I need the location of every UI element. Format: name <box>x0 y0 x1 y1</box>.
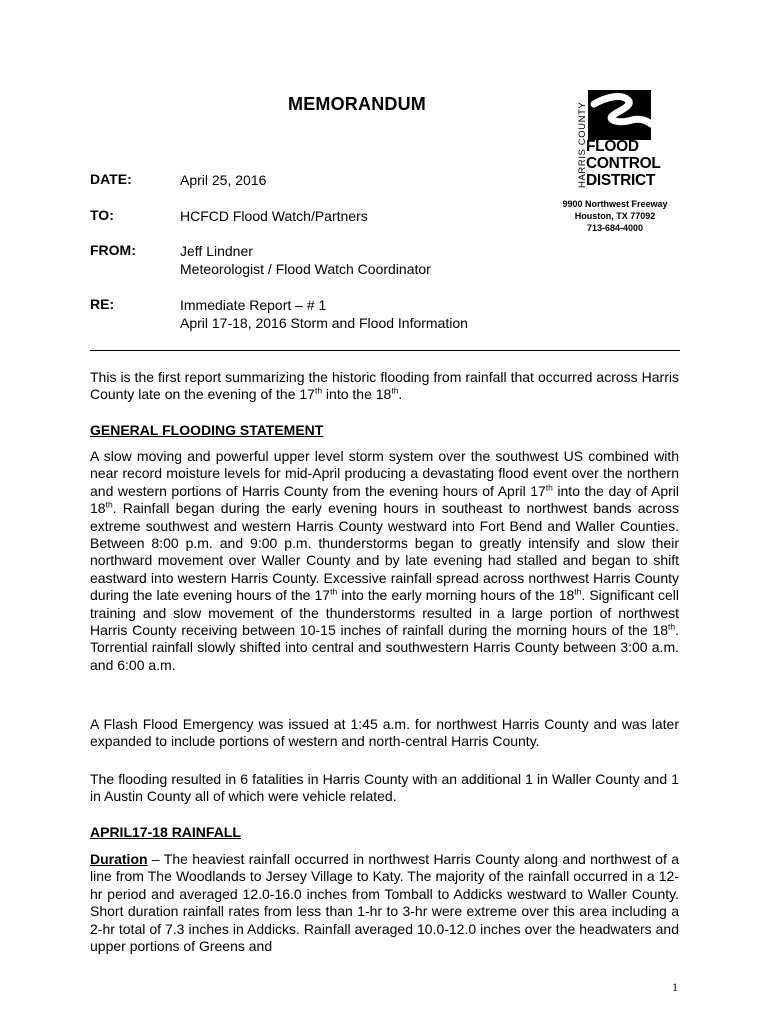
logo-address-street: 9900 Northwest Freeway <box>562 199 668 209</box>
to-value: HCFCD Flood Watch/Partners <box>180 208 368 224</box>
duration-label: Duration <box>90 851 148 867</box>
general-flooding-heading: GENERAL FLOODING STATEMENT <box>90 422 324 438</box>
from-title: Meteorologist / Flood Watch Coordinator <box>180 261 431 277</box>
svg-text:HARRIS COUNTY: HARRIS COUNTY <box>577 101 588 188</box>
logo-word-control: CONTROL <box>586 155 661 172</box>
river-icon <box>588 90 651 140</box>
duration-paragraph: Duration – The heaviest rainfall occurred in northwest Harris County along and northwest of a line from The Woodlands to Jersey Village to Katy. The majority of the rainfall occurred in a 12-hr period and averaged 12.0-16.0 inches from Tomball to Addicks westward to Waller County. Short duration rainfall rates from less than 1-hr to 3-hr were extreme over this area including a 2-hr total of 7.3 inches in Addicks. Rainfall averaged 10.0-12.0 inches over the headwaters and upper portions of Greens and <box>90 851 679 955</box>
from-name: Jeff Lindner <box>180 243 253 259</box>
logo-address-city: Houston, TX 77092 <box>574 211 656 221</box>
re-line2: April 17-18, 2016 Storm and Flood Information <box>180 315 468 331</box>
general-paragraph-1: A slow moving and powerful upper level storm system over the southwest US combined with near record moisture levels for mid-April producing a devastating flood event over the northern and western portions of Harris County from the evening hours of April 17th into the day of April 18th. Rainfall began during the early evening hours in southeast to northwest bands across extreme southwest and western Harris County westward into Fort Bend and Waller Counties. Between 8:00 p.m. and 9:00 p.m. thunderstorms began to greatly intensify and slow their northward movement over Waller County and by late evening had stalled and began to shift eastward into western Harris County. Excessive rainfall spread across northwest Harris County during the late evening hours of the 17th into the early morning hours of the 18th. Significant cell training and slow movement of the thunderstorms resulted in a large portion of northwest Harris County receiving between 10-15 inches of rainfall during the morning hours of the 18th. Torrential rainfall slowly shifted into central and southwestern Harris County between 3:00 a.m. and 6:00 a.m. <box>90 448 680 673</box>
to-label: TO: <box>90 207 114 223</box>
logo-phone: 713-684-4000 <box>586 223 644 233</box>
date-label: DATE: <box>90 171 132 187</box>
logo-word-flood: FLOOD <box>586 138 639 155</box>
logo-word-district: DISTRICT <box>586 172 656 189</box>
logo-river-mark <box>588 90 651 140</box>
rainfall-heading: APRIL17-18 RAINFALL <box>90 824 241 840</box>
re-label: RE: <box>90 296 115 312</box>
from-label: FROM: <box>90 242 136 258</box>
general-paragraph-3: The flooding resulted in 6 fatalities in Harris County with an additional 1 in Waller County and 1 in Austin County all of which were vehicle related. <box>90 771 679 805</box>
intro-paragraph: This is the first report summarizing the historic flooding from rainfall that occurred across Harris County late on the evening of the 17th into the 18th. <box>90 369 679 403</box>
page-number: 1 <box>672 980 678 994</box>
header-divider <box>90 350 680 351</box>
re-line1: Immediate Report – # 1 <box>180 297 327 313</box>
date-value: April 25, 2016 <box>180 172 267 188</box>
memo-title: MEMORANDUM <box>288 94 426 114</box>
general-paragraph-2: A Flash Flood Emergency was issued at 1:45 a.m. for northwest Harris County and was later expanded to include portions of western and north-central Harris County. <box>90 716 679 750</box>
